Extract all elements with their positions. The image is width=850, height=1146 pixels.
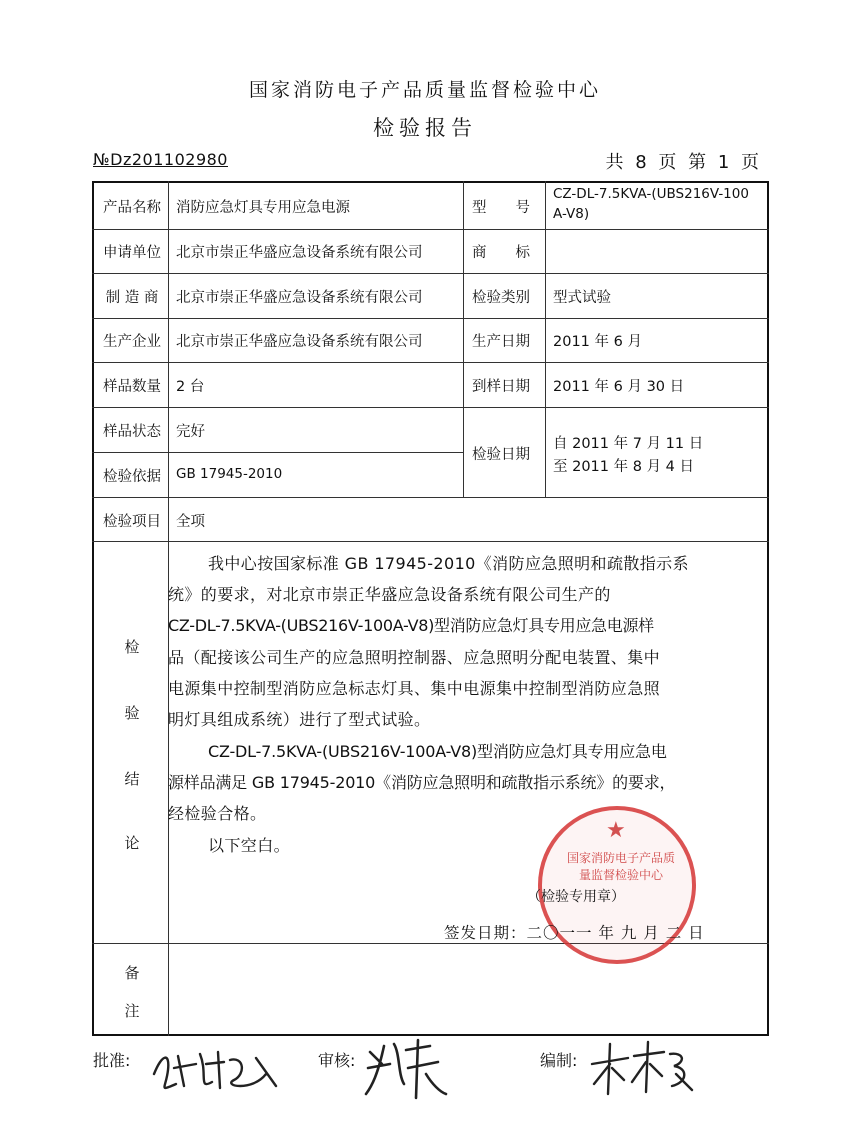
value-inspection-date-to: 至 2011 年 8 月 4 日 — [553, 459, 695, 475]
conclusion-line: 品（配接该公司生产的应急照明控制器、应急照明分配电装置、集中 — [168, 648, 661, 667]
conclusion-label-char: 验 — [124, 704, 140, 722]
conclusion-label-char: 结 — [124, 770, 140, 788]
row-divider — [92, 407, 769, 408]
value-model-line2: A-V8) — [553, 206, 590, 222]
remarks-label-char: 备 — [124, 964, 140, 982]
label-model: 型 号 — [472, 200, 530, 216]
label-trademark: 商 标 — [472, 245, 530, 261]
value-inspection-date-from: 自 2011 年 7 月 11 日 — [553, 436, 704, 452]
label-production-date: 生产日期 — [472, 334, 530, 350]
conclusion-line: 源样品满足 GB 17945-2010《消防应急照明和疏散指示系统》的要求， — [168, 773, 676, 792]
value-production-date: 2011 年 6 月 — [553, 334, 642, 350]
remarks-label-char: 注 — [124, 1002, 140, 1020]
value-sample-state: 完好 — [176, 424, 205, 440]
conclusion-label-char: 论 — [124, 834, 140, 852]
seal-text: 国家消防电子产品质量监督检验中心 — [566, 851, 675, 882]
stamp-label: （检验专用章） — [527, 889, 625, 905]
value-sample-qty: 2 台 — [176, 379, 205, 395]
col-divider — [168, 181, 169, 1036]
report-title: 检验报告 — [373, 116, 477, 140]
org-name: 国家消防电子产品质量监督检验中心 — [248, 79, 601, 101]
conclusion-line: 以下空白。 — [208, 836, 291, 855]
value-model-line1: CZ-DL-7.5KVA-(UBS216V-100 — [553, 186, 749, 202]
label-sample-qty: 样品数量 — [103, 379, 161, 395]
label-sample-state: 样品状态 — [103, 424, 161, 440]
page-info: 共 8 页 第 1 页 — [605, 152, 762, 173]
conclusion-line: 明灯具组成系统）进行了型式试验。 — [168, 710, 431, 729]
review-signature — [360, 1034, 450, 1104]
label-inspection-type: 检验类别 — [472, 290, 530, 306]
conclusion-label-char: 检 — [124, 638, 140, 656]
conclusion-line: 电源集中控制型消防应急标志灯具、集中电源集中控制型消防应急照 — [168, 679, 661, 698]
label-inspection-date: 检验日期 — [472, 447, 530, 463]
label-product-name: 产品名称 — [103, 200, 161, 216]
conclusion-line: 我中心按国家标准 GB 17945-2010《消防应急照明和疏散指示系 — [208, 554, 689, 573]
value-inspection-type: 型式试验 — [553, 290, 611, 306]
conclusion-line: 统》的要求，对北京市崇正华盛应急设备系统有限公司生产的 — [168, 585, 611, 604]
conclusion-line: CZ-DL-7.5KVA-(UBS216V-100A-V8)型消防应急灯具专用应急电 — [208, 742, 667, 761]
review-label: 审核: — [318, 1051, 356, 1070]
row-divider — [92, 497, 769, 498]
row-divider — [92, 452, 464, 453]
row-divider — [92, 273, 769, 274]
approve-signature — [148, 1034, 288, 1098]
row-divider — [92, 229, 769, 230]
approve-label: 批准: — [93, 1051, 131, 1070]
conclusion-line: 经检验合格。 — [168, 804, 267, 823]
conclusion-line: CZ-DL-7.5KVA-(UBS216V-100A-V8)型消防应急灯具专用应急电源样 — [168, 616, 654, 635]
value-producer: 北京市崇正华盛应急设备系统有限公司 — [176, 334, 423, 350]
sign-date: 签发日期：二〇一一 年 九 月 二 日 — [444, 924, 705, 942]
label-basis: 检验依据 — [103, 469, 161, 485]
label-applicant: 申请单位 — [103, 245, 161, 261]
label-arrival-date: 到样日期 — [472, 379, 530, 395]
compile-label: 编制: — [540, 1051, 578, 1070]
value-arrival-date: 2011 年 6 月 30 日 — [553, 379, 685, 395]
compile-signature — [588, 1034, 698, 1100]
label-manufacturer: 制 造 商 — [105, 290, 159, 306]
report-number: №Dz201102980 — [93, 150, 228, 169]
label-producer: 生产企业 — [103, 334, 161, 350]
row-divider — [92, 362, 769, 363]
label-items: 检验项目 — [103, 514, 161, 530]
col-divider — [463, 181, 464, 497]
seal-star-icon: ★ — [606, 818, 626, 843]
value-manufacturer: 北京市崇正华盛应急设备系统有限公司 — [176, 290, 423, 306]
value-applicant: 北京市崇正华盛应急设备系统有限公司 — [176, 245, 423, 261]
row-divider — [92, 318, 769, 319]
value-basis: GB 17945-2010 — [176, 466, 283, 482]
value-product-name: 消防应急灯具专用应急电源 — [176, 200, 350, 216]
row-divider — [92, 541, 769, 542]
value-items: 全项 — [176, 514, 205, 530]
